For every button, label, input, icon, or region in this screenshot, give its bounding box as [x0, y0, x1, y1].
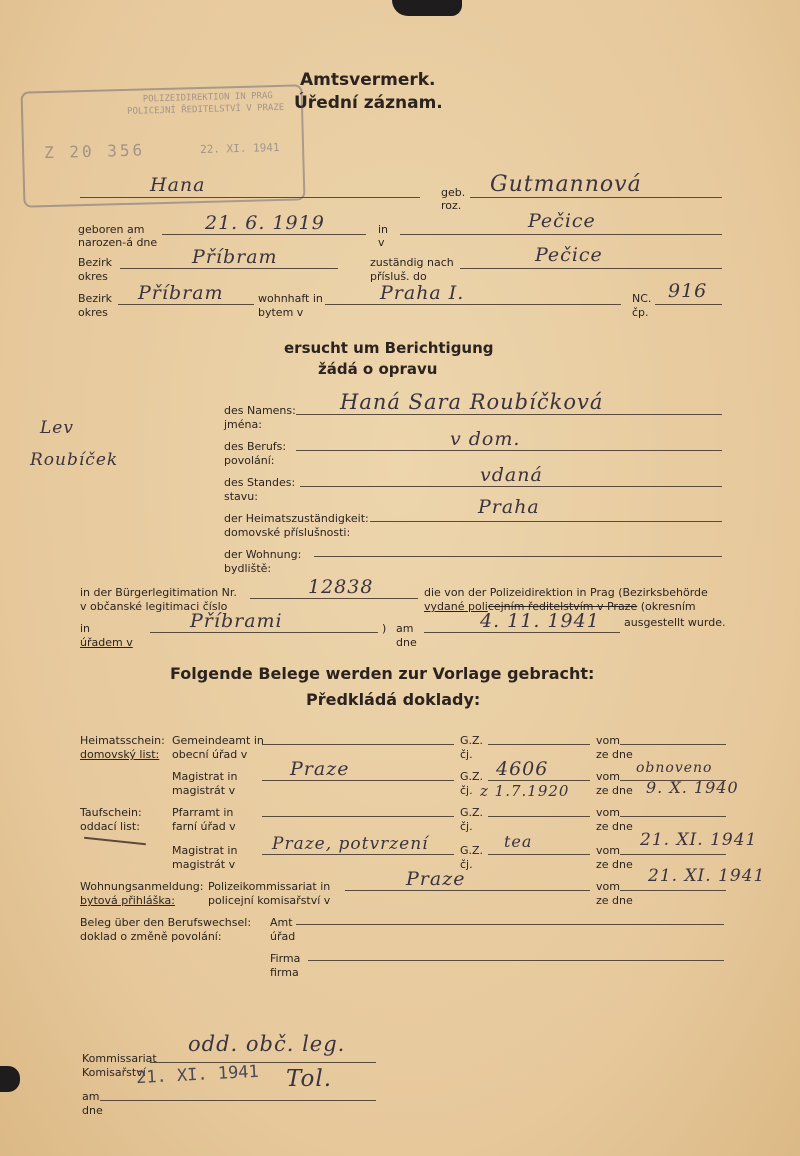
heimatschein-label-de: Heimatsschein: — [80, 734, 165, 747]
footer-date-stamp: 21. XI. 1941 — [135, 1061, 260, 1089]
cp-label: čp. — [632, 306, 649, 319]
house-number-handwritten: 916 — [668, 280, 708, 302]
gemeinde-label-cz: obecní úřad v — [172, 748, 248, 761]
magistrat1-place-handwritten: Praze — [290, 758, 350, 780]
name-line — [80, 197, 420, 198]
legit-issued-date-handwritten: 4. 11. 1941 — [480, 610, 600, 632]
birth-date-handwritten: 21. 6. 1919 — [205, 212, 325, 234]
urad-label: úřad — [270, 930, 296, 943]
magistrat2-gz-line — [488, 854, 590, 855]
namens-label-cz: jména: — [224, 418, 262, 431]
geb-label: geb. — [441, 186, 466, 199]
pfarramt-line — [262, 816, 454, 817]
standes-label-de: des Standes: — [224, 476, 296, 489]
heimat-label-cz: domovské příslušnosti: — [224, 526, 351, 539]
magistrat2-line — [262, 854, 454, 855]
wohnung-date-handwritten: 21. XI. 1941 — [648, 866, 766, 886]
firma-line — [308, 960, 724, 961]
amt-line — [296, 924, 724, 925]
birth-date-line — [162, 234, 366, 235]
wohnung-vom-line — [620, 890, 726, 891]
magistrat1-vom: vom — [596, 770, 620, 783]
stamp-line-2: POLICEJNÍ ŘEDITELSTVÍ V PRAZE — [126, 102, 285, 117]
stamp-number: Z 20 356 — [43, 140, 146, 163]
legit-dne-label: dne — [396, 636, 417, 649]
beleg-label-de: Beleg über den Berufswechsel: — [80, 916, 252, 929]
footer-date-line — [100, 1100, 376, 1101]
bezirk-label: Bezirk — [78, 256, 113, 269]
magistrat1-vom-handwritten: obnoveno — [636, 760, 713, 776]
magistrat1-label-de: Magistrat in — [172, 770, 238, 783]
wohnung-label-de: der Wohnung: — [224, 548, 302, 561]
magistrat1-gz-handwritten: 4606 — [496, 758, 549, 780]
name-handwritten: Hana — [150, 174, 206, 196]
okres2-label: okres — [78, 306, 108, 319]
torn-corner-top — [392, 0, 462, 16]
domicile-correction-handwritten: Praha — [478, 496, 540, 518]
berufs-label-cz: povolání: — [224, 454, 275, 467]
maiden-name-handwritten: Gutmannová — [490, 172, 642, 197]
footer-am-label: am — [82, 1090, 100, 1103]
magistrat2-label-cz: magistrát v — [172, 858, 236, 871]
pfarramt-vom: vom — [596, 806, 620, 819]
request-heading-de: ersucht um Berichtigung — [284, 339, 494, 357]
magistrat2-label-de: Magistrat in — [172, 844, 238, 857]
wohnhaft-label: wohnhaft in — [258, 292, 323, 305]
footer-dne-label: dne — [82, 1104, 103, 1117]
kommissariat-label-cz: Komisařství — [82, 1066, 146, 1079]
request-heading-cz: žádá o opravu — [318, 360, 438, 378]
standes-line — [300, 486, 722, 487]
legit-issued-tail: ausgestellt wurde. — [624, 616, 726, 629]
kommissariat-handwritten: odd. obč. leg. — [188, 1032, 346, 1056]
roz-label: roz. — [441, 199, 462, 212]
magistrat2-cj: čj. — [460, 858, 473, 871]
gemeinde-vom-line — [620, 744, 726, 745]
pfarramt-gz: G.Z. — [460, 806, 484, 819]
legit-place-line — [150, 632, 378, 633]
standes-label-cz: stavu: — [224, 490, 258, 503]
stamp-line-1: POLIZEIDIREKTION IN PRAG — [142, 91, 273, 105]
v-label: v — [378, 236, 385, 249]
legit-paren: ) — [382, 622, 387, 635]
in-label: in — [378, 223, 389, 236]
district2-handwritten: Příbram — [138, 282, 224, 304]
bytem-label: bytem v — [258, 306, 304, 319]
beleg-label-cz: doklad o změně povolání: — [80, 930, 222, 943]
title-cz: Úřední záznam. — [294, 93, 443, 113]
okres-label: okres — [78, 270, 108, 283]
wohnung-place-handwritten: Praze — [406, 868, 466, 890]
born-label-de: geboren am — [78, 223, 145, 236]
polizei-label-cz: policejní komisařství v — [208, 894, 331, 907]
kommissariat-label-de: Kommissariat — [82, 1052, 157, 1065]
pfarramt-zedne: ze dne — [596, 820, 633, 833]
heimat-line — [370, 521, 722, 522]
gemeinde-cj: čj. — [460, 748, 473, 761]
domicile-line — [460, 268, 722, 269]
gemeinde-gz: G.Z. — [460, 734, 484, 747]
legit-number-line — [250, 598, 418, 599]
pfarramt-gz-line — [488, 816, 590, 817]
district-line — [120, 268, 338, 269]
legit-uradem-label: úřadem v — [80, 636, 133, 649]
signature-handwritten: Tol. — [286, 1066, 333, 1092]
maiden-name-line — [470, 197, 722, 198]
namens-line — [296, 414, 722, 415]
magistrat1-vom-line — [620, 780, 726, 781]
wohnung-vom: vom — [596, 880, 620, 893]
prislus-label: přísluš. do — [370, 270, 427, 283]
docs-heading-cz: Předkládá doklady: — [306, 690, 481, 709]
heimatschein-label-cz: domovský list: — [80, 748, 160, 761]
legit-authority-de: die von der Polizeidirektion in Prag (Bezirksbehörde — [424, 586, 708, 599]
magistrat1-label-cz: magistrát v — [172, 784, 236, 797]
title-de: Amtsvermerk. — [300, 70, 436, 90]
torn-edge-left — [0, 1066, 20, 1092]
wohnungsanmeldung-label-cz: bytová přihláška: — [80, 894, 175, 907]
marital-status-handwritten: vdaná — [480, 464, 543, 486]
namens-label-de: des Namens: — [224, 404, 296, 417]
magistrat2-vom-line — [620, 854, 726, 855]
domicile-handwritten: Pečice — [535, 244, 603, 266]
gemeinde-label-de: Gemeindeamt in — [172, 734, 264, 747]
legit-label-de: in der Bürgerlegitimation Nr. — [80, 586, 237, 599]
stamp-date: 22. XI. 1941 — [199, 140, 280, 157]
margin-note-1: Lev — [40, 418, 74, 438]
occupation-handwritten: v dom. — [450, 428, 521, 450]
pfarramt-label-de: Pfarramt in — [172, 806, 234, 819]
district-handwritten: Příbram — [192, 246, 278, 268]
legit-authority-cz-struck: cejním ředitelstvím v Praze — [487, 600, 638, 613]
legit-authority-cz-part1: vydané poli — [424, 600, 488, 613]
legit-in-label: in — [80, 622, 91, 635]
residence-line — [325, 304, 621, 305]
legit-date-line — [424, 632, 620, 633]
magistrat1-gz: G.Z. — [460, 770, 484, 783]
docs-heading-de: Folgende Belege werden zur Vorlage gebracht: — [170, 664, 595, 683]
pfarramt-cj: čj. — [460, 820, 473, 833]
kommissariat-line — [150, 1062, 376, 1063]
berufs-label-de: des Berufs: — [224, 440, 287, 453]
bezirk2-label: Bezirk — [78, 292, 113, 305]
gemeinde-line — [262, 744, 454, 745]
wohnung-label-cz: bydliště: — [224, 562, 272, 575]
magistrat1-line — [262, 780, 454, 781]
gemeinde-vom: vom — [596, 734, 620, 747]
taufschein-label-de: Taufschein: — [80, 806, 142, 819]
born-label-cz: narozen-á dne — [78, 236, 158, 249]
wohnungsanmeldung-label-de: Wohnungsanmeldung: — [80, 880, 204, 893]
legit-issued-place-handwritten: Příbrami — [190, 610, 283, 632]
nc-label: NC. — [632, 292, 652, 305]
wohnung-line — [314, 556, 722, 557]
firma-label-de: Firma — [270, 952, 301, 965]
gemeinde-zedne: ze dne — [596, 748, 633, 761]
district2-line — [118, 304, 254, 305]
magistrat1-cj: čj. — [460, 784, 473, 797]
magistrat2-date-handwritten: 21. XI. 1941 — [640, 830, 758, 850]
magistrat1-cj-handwritten: z 1.7.1920 — [480, 782, 570, 800]
magistrat1-zedne: ze dne — [596, 784, 633, 797]
berufs-line — [296, 450, 722, 451]
legit-number-handwritten: 12838 — [308, 576, 374, 598]
polizei-label-de: Polizeikommissariat in — [208, 880, 331, 893]
legit-am-label: am — [396, 622, 414, 635]
zustandig-label: zuständig nach — [370, 256, 454, 269]
taufschein-label-cz: oddací list: — [80, 820, 140, 833]
birthplace-handwritten: Pečice — [528, 210, 596, 232]
magistrat2-vom: vom — [596, 844, 620, 857]
magistrat1-gz-line — [488, 780, 590, 781]
firma-label-cz: firma — [270, 966, 299, 979]
heimat-label-de: der Heimatszuständigkeit: — [224, 512, 369, 525]
polizei-line — [345, 890, 590, 891]
amt-label: Amt — [270, 916, 293, 929]
pfarramt-vom-line — [620, 816, 726, 817]
house-number-line — [655, 304, 722, 305]
pfarramt-label-cz: farní úřad v — [172, 820, 236, 833]
legit-authority-cz-part2: (okresním — [637, 600, 696, 613]
gemeinde-gz-line — [488, 744, 590, 745]
birthplace-line — [400, 234, 722, 235]
wohnung-zedne: ze dne — [596, 894, 633, 907]
magistrat1-date-handwritten: 9. X. 1940 — [646, 778, 739, 797]
magistrat2-gz: G.Z. — [460, 844, 484, 857]
magistrat2-gz-handwritten: tea — [504, 832, 533, 851]
margin-note-2: Roubíček — [30, 450, 119, 470]
legit-label-cz: v občanské legitimaci číslo — [80, 600, 228, 613]
magistrat2-place-handwritten: Praze, potvrzení — [272, 834, 429, 854]
magistrat2-bracket — [84, 837, 146, 845]
magistrat2-zedne: ze dne — [596, 858, 633, 871]
name-correction-handwritten: Haná Sara Roubíčková — [340, 390, 604, 414]
residence-handwritten: Praha I. — [380, 282, 465, 304]
